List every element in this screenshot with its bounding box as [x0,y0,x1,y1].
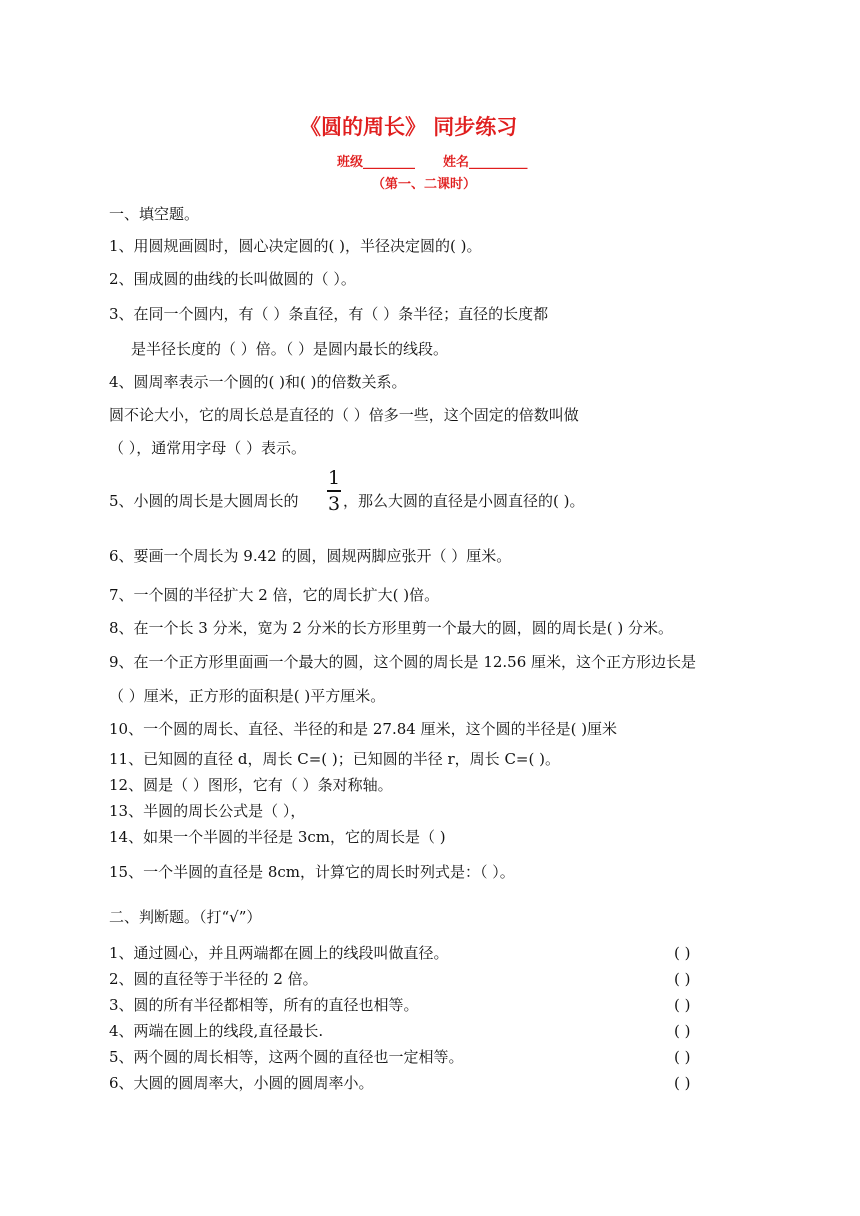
question-3-line2: 是半径长度的（ ）倍。（ ）是圆内最长的线段。 [131,340,449,358]
question-14: 14、如果一个半圆的半径是 3cm，它的周长是（ ) [109,828,446,846]
question-13: 13、半圆的周长公式是（ ）， [109,802,306,820]
answer-bracket-5[interactable]: ( ) [674,1048,691,1066]
judgement-item-3: 3、圆的所有半径都相等，所有的直径也相等。 [109,996,419,1014]
question-5-suffix: ，那么大圆的直径是小圆直径的( )。 [343,492,585,510]
answer-bracket-4[interactable]: ( ) [674,1022,691,1040]
name-field-label: 姓名_________ [443,155,528,170]
question-15: 15、一个半圆的直径是 8cm，计算它的周长时列式是：（ ）。 [109,863,515,881]
judgement-item-5: 5、两个圆的周长相等，这两个圆的直径也一定相等。 [109,1048,464,1066]
question-11: 11、已知圆的直径 d，周长 C=( )；已知圆的半径 r，周长 C=( )。 [109,750,560,768]
answer-bracket-3[interactable]: ( ) [674,996,691,1014]
answer-bracket-2[interactable]: ( ) [674,970,691,988]
judgement-item-1: 1、通过圆心，并且两端都在圆上的线段叫做直径。 [109,944,449,962]
question-9-line2: （ ）厘米，正方形的面积是( )平方厘米。 [109,687,386,705]
class-field-label: 班级________ [337,155,416,170]
session-note: （第一、二课时） [372,177,477,192]
question-4-line3: （ ），通常用字母（ ）表示。 [109,439,307,457]
worksheet-title: 《圆的周长》 同步练习 [300,114,518,139]
question-4-line2: 圆不论大小，它的周长总是直径的（ ）倍多一些，这个固定的倍数叫做 [109,406,579,424]
judgement-item-6: 6、大圆的圆周率大，小圆的圆周率小。 [109,1074,374,1092]
answer-bracket-6[interactable]: ( ) [674,1074,691,1092]
question-5-prefix: 5、小圆的周长是大圆周长的 [109,492,299,510]
question-4-line1: 4、圆周率表示一个圆的( )和( )的倍数关系。 [109,373,407,391]
question-1: 1、用圆规画圆时，圆心决定圆的( )，半径决定圆的( )。 [109,237,482,255]
section1-heading: 一、填空题。 [109,205,200,223]
question-12: 12、圆是（ ）图形，它有（ ）条对称轴。 [109,776,393,794]
judgement-item-2: 2、圆的直径等于半径的 2 倍。 [109,970,318,988]
judgement-item-4: 4、两端在圆上的线段,直径最长. [109,1022,324,1040]
question-8: 8、在一个长 3 分米，宽为 2 分米的长方形里剪一个最大的圆，圆的周长是( ) 分米。 [109,619,673,637]
fraction-denominator: 3 [327,492,341,515]
section2-heading: 二、判断题。（打“√”） [109,908,262,926]
fraction-bar [327,490,341,492]
question-7: 7、一个圆的半径扩大 2 倍，它的周长扩大( )倍。 [109,586,440,604]
question-9-line1: 9、在一个正方形里面画一个最大的圆，这个圆的周长是 12.56 厘米，这个正方形边长是 [109,653,697,671]
fraction-one-third [327,467,341,515]
answer-bracket-1[interactable]: ( ) [674,944,691,962]
question-3-line1: 3、在同一个圆内，有（ ）条直径，有（ ）条半径；直径的长度都 [109,305,549,323]
fraction-numerator: 1 [327,467,341,489]
question-2: 2、围成圆的曲线的长叫做圆的（ ）。 [109,270,356,288]
question-10: 10、一个圆的周长、直径、半径的和是 27.84 厘米，这个圆的半径是( )厘米 [109,720,618,738]
question-6: 6、要画一个周长为 9.42 的圆，圆规两脚应张开（ ）厘米。 [109,547,512,565]
